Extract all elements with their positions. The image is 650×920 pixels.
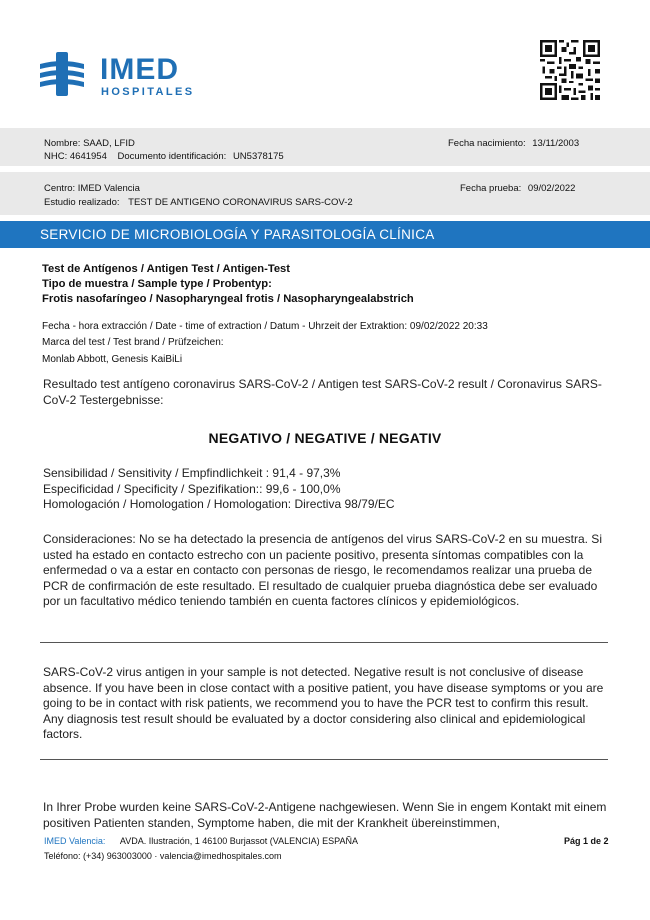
- footer-contact: Teléfono: (+34) 963003000 · valencia@imedhospitales.com: [44, 851, 282, 861]
- footer-address: AVDA. Ilustración, 1 46100 Burjassot (VALENCIA) ESPAÑA: [119, 836, 358, 846]
- test-date-label: Fecha prueba:: [460, 183, 522, 194]
- patient-name-label: Nombre:: [44, 138, 81, 149]
- test-brand-value: Monlab Abbott, Genesis KaiBiLi: [42, 354, 183, 365]
- test-date: 09/02/2022: [527, 183, 576, 194]
- divider: [40, 642, 608, 643]
- birth-date: 13/11/2003: [532, 138, 580, 149]
- divider: [40, 759, 608, 760]
- test-brand-label: Marca del test / Test brand / Prüfzeichen:: [42, 337, 224, 348]
- sample-type-value: Frotis nasofaríngeo / Nasopharyngeal frotis / Nasopharyngealabstrich: [42, 293, 414, 305]
- nhc-value: 4641954: [69, 151, 107, 162]
- considerations-de: In Ihrer Probe wurden keine SARS-CoV-2-Antigene nachgewiesen. Wenn Sie in engem Kontakt mit einem positiven Patienten standen, Symptome haben, die mit der Krankheit übereinstimmen,: [43, 800, 607, 830]
- qr-code: [540, 40, 600, 100]
- footer-org: IMED Valencia:: [44, 836, 106, 846]
- study-label: Estudio realizado:: [44, 197, 120, 208]
- center-row: [44, 183, 140, 195]
- homologation: Homologación / Homologation / Homologation: Directiva 98/79/EC: [43, 497, 395, 511]
- document-label: Documento identificación:: [117, 151, 227, 162]
- page-number: Pág 1 de 2: [564, 836, 609, 846]
- result-intro: Resultado test antígeno coronavirus SARS-CoV-2 / Antigen test SARS-CoV-2 result / Coronavirus SARS-CoV-2 Testergebnisse:: [43, 377, 602, 407]
- considerations-es: Consideraciones: No se ha detectado la presencia de antígenos del virus SARS-CoV-2 en su muestra. Si usted ha estado en contacto estrecho con un paciente positivo, presenta síntomas compatibles con la enfermedad o va a estar en contacto con personas de riesgo, le recomendamos realizar una prueba de PCR de confirmación de este resultado. El resultado de cualquier prueba diagnóstica debe ser evaluado por un facultativo médico teniendo también en cuenta factores clínicos y epidemiológicos.: [43, 532, 602, 608]
- birth-date-row: [448, 138, 579, 150]
- birth-date-label: Fecha nacimiento:: [448, 138, 526, 149]
- nhc-label: NHC:: [44, 151, 68, 162]
- study-value: TEST DE ANTIGENO CORONAVIRUS SARS-COV-2: [128, 197, 353, 208]
- nhc-row: [44, 151, 284, 163]
- metrics-block: [43, 466, 608, 513]
- extraction-datetime: Fecha - hora extracción / Date - time of extraction / Datum - Uhrzeit der Extraktion: 09/02/2022 20:33: [42, 321, 488, 332]
- test-type-line: Test de Antígenos / Antigen Test / Antigen-Test: [42, 263, 290, 275]
- patient-name-row: [44, 138, 135, 150]
- sample-type-label: Tipo de muestra / Sample type / Probentyp:: [42, 278, 272, 290]
- center-label: Centro:: [44, 183, 76, 194]
- center-value: IMED Valencia: [77, 183, 140, 194]
- sensitivity: Sensibilidad / Sensitivity / Empfindlichkeit : 91,4 - 97,3%: [43, 466, 341, 480]
- study-row: [44, 197, 353, 209]
- imed-logo-mark: [38, 48, 98, 100]
- footer-address-row: [44, 835, 358, 847]
- patient-name: SAAD, LFID: [83, 138, 135, 149]
- specificity: Especificidad / Specificity / Spezifikation:: 99,6 - 100,0%: [43, 481, 341, 496]
- considerations-en: SARS-CoV-2 virus antigen in your sample is not detected. Negative result is not conclusive of disease absence. If you have been in close contact with a positive patient, you have disease symptoms or you are going to be in contact with risk patients, we recommend you to have the PCR test to confirm this result. Any diagnosis test result should be evaluated by a doctor considering also clinical and epidemiological factors.: [43, 665, 604, 741]
- document-value: UN5378175: [232, 151, 284, 162]
- test-date-row: [460, 183, 575, 195]
- section-title: SERVICIO DE MICROBIOLOGÍA Y PARASITOLOGÍA CLÍNICA: [40, 227, 435, 242]
- logo-text: IMED: [100, 53, 179, 86]
- test-result: NEGATIVO / NEGATIVE / NEGATIV: [208, 430, 442, 446]
- logo-subtext: HOSPITALES: [101, 86, 195, 98]
